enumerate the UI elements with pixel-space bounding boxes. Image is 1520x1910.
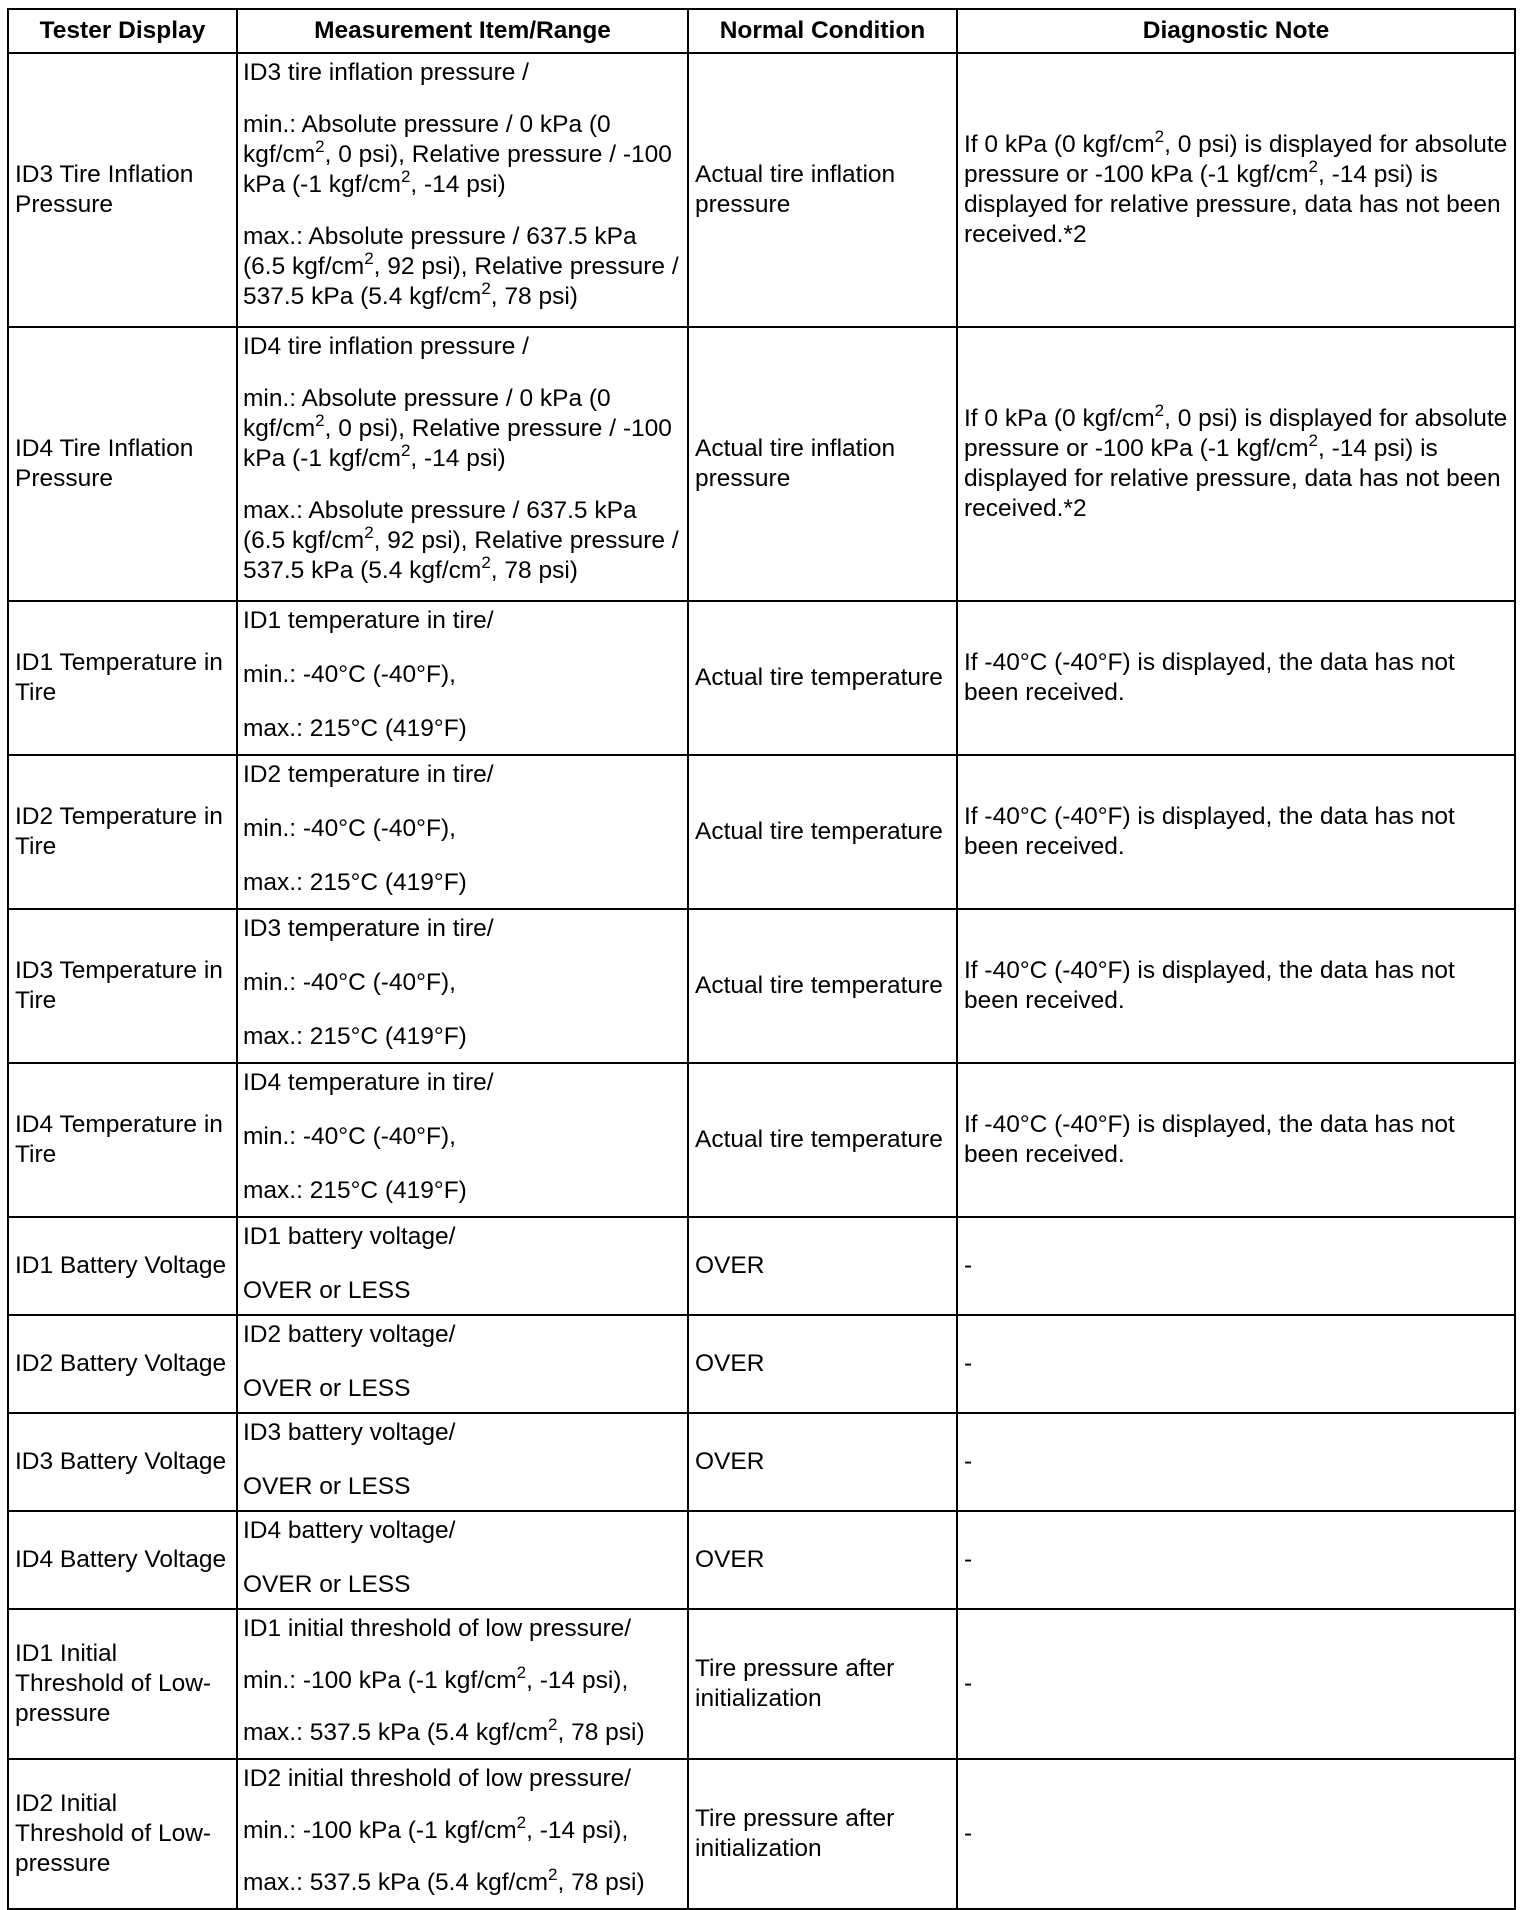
cell-tester-display: ID1 Temperature in Tire <box>8 601 237 755</box>
table-row <box>8 1063 1515 1217</box>
item-label: ID4 battery voltage/ <box>243 1517 456 1544</box>
table-row <box>8 1511 1515 1609</box>
range-max: max.: 537.5 kPa (5.4 kgf/$cm^2$, 78 psi) <box>243 1865 645 1896</box>
range-min: min.: -40°C (-40°F), <box>243 815 456 842</box>
cell-tester-display: ID2 Temperature in Tire <box>8 755 237 909</box>
cell-tester-display: ID3 Tire Inflation Pressure <box>8 53 237 327</box>
cell-measurement-range <box>237 1609 688 1759</box>
range-max: max.: 215°C (419°F) <box>243 1177 467 1204</box>
cell-normal-condition: OVER <box>688 1413 957 1511</box>
cell-normal-condition: Tire pressure after initialization <box>688 1759 957 1909</box>
range-min: min.: -40°C (-40°F), <box>243 1123 456 1150</box>
cell-diagnostic-note: - <box>957 1511 1515 1609</box>
cell-normal-condition: Actual tire temperature <box>688 755 957 909</box>
cell-measurement-range <box>237 601 688 755</box>
item-label: ID1 initial threshold of low pressure/ <box>243 1615 632 1642</box>
cell-normal-condition: Actual tire temperature <box>688 909 957 1063</box>
range-min: min.: -40°C (-40°F), <box>243 661 456 688</box>
table-header-row <box>8 9 1515 53</box>
item-label: ID4 temperature in tire/ <box>243 1069 494 1096</box>
cell-normal-condition: Actual tire temperature <box>688 601 957 755</box>
header-normal-condition: Normal Condition <box>688 9 957 53</box>
cell-tester-display: ID3 Temperature in Tire <box>8 909 237 1063</box>
cell-normal-condition: OVER <box>688 1217 957 1315</box>
cell-normal-condition: Tire pressure after initialization <box>688 1609 957 1759</box>
table-row <box>8 755 1515 909</box>
table-row <box>8 909 1515 1063</box>
range-min: min.: -100 kPa (-1 kgf/$cm^2$, -14 psi), <box>243 1813 629 1844</box>
cell-measurement-range <box>237 327 688 601</box>
cell-diagnostic-note: If 0 kPa (0 kgf/$cm^2$, 0 psi) is displayed for absolute pressure or -100 kPa (-1 kgf/$cm^2$, -14 psi) is displayed for relative pressure, data has not been received.*2 <box>957 327 1515 601</box>
cell-normal-condition: Actual tire temperature <box>688 1063 957 1217</box>
range-values: OVER or LESS <box>243 1473 411 1500</box>
item-label: ID4 tire inflation pressure / <box>243 333 529 360</box>
cell-measurement-range <box>237 1315 688 1413</box>
item-label: ID1 temperature in tire/ <box>243 607 494 634</box>
cell-normal-condition: OVER <box>688 1511 957 1609</box>
table-row <box>8 601 1515 755</box>
cell-diagnostic-note: - <box>957 1217 1515 1315</box>
range-max: max.: Absolute pressure / 637.5 kPa (6.5 kgf/$cm^2$, 92 psi), Relative pressure / 537.5 kPa (5.4 kgf/$cm^2$, 78 psi) <box>243 497 679 584</box>
header-diagnostic-note: Diagnostic Note <box>957 9 1515 53</box>
cell-normal-condition: OVER <box>688 1315 957 1413</box>
range-values: OVER or LESS <box>243 1375 411 1402</box>
cell-diagnostic-note: - <box>957 1315 1515 1413</box>
cell-diagnostic-note: If -40°C (-40°F) is displayed, the data has not been received. <box>957 909 1515 1063</box>
range-max: max.: 215°C (419°F) <box>243 715 467 742</box>
diagnostic-data-table <box>7 8 1516 1910</box>
cell-tester-display: ID2 Initial Threshold of Low-pressure <box>8 1759 237 1909</box>
range-values: OVER or LESS <box>243 1277 411 1304</box>
table-row <box>8 1315 1515 1413</box>
item-label: ID1 battery voltage/ <box>243 1223 456 1250</box>
range-max: max.: Absolute pressure / 637.5 kPa (6.5 kgf/$cm^2$, 92 psi), Relative pressure / 537.5 kPa (5.4 kgf/$cm^2$, 78 psi) <box>243 223 679 310</box>
table-row <box>8 327 1515 601</box>
cell-diagnostic-note: If -40°C (-40°F) is displayed, the data has not been received. <box>957 601 1515 755</box>
range-max: max.: 537.5 kPa (5.4 kgf/$cm^2$, 78 psi) <box>243 1715 645 1746</box>
item-label: ID3 battery voltage/ <box>243 1419 456 1446</box>
cell-tester-display: ID2 Battery Voltage <box>8 1315 237 1413</box>
cell-normal-condition: Actual tire inflation pressure <box>688 53 957 327</box>
header-tester-display: Tester Display <box>8 9 237 53</box>
range-min: min.: -40°C (-40°F), <box>243 969 456 996</box>
item-label: ID2 temperature in tire/ <box>243 761 494 788</box>
table-row <box>8 1413 1515 1511</box>
cell-tester-display: ID1 Battery Voltage <box>8 1217 237 1315</box>
item-label: ID2 initial threshold of low pressure/ <box>243 1765 632 1792</box>
cell-tester-display: ID4 Temperature in Tire <box>8 1063 237 1217</box>
cell-measurement-range <box>237 53 688 327</box>
table-row <box>8 1759 1515 1909</box>
item-label: ID2 battery voltage/ <box>243 1321 456 1348</box>
cell-measurement-range <box>237 909 688 1063</box>
cell-measurement-range <box>237 1413 688 1511</box>
range-values: OVER or LESS <box>243 1571 411 1598</box>
item-label: ID3 temperature in tire/ <box>243 915 494 942</box>
header-measurement-item: Measurement Item/Range <box>237 9 688 53</box>
cell-measurement-range <box>237 1063 688 1217</box>
cell-tester-display: ID3 Battery Voltage <box>8 1413 237 1511</box>
table-row <box>8 1217 1515 1315</box>
cell-tester-display: ID4 Tire Inflation Pressure <box>8 327 237 601</box>
range-min: min.: Absolute pressure / 0 kPa (0 kgf/$cm^2$, 0 psi), Relative pressure / -100 kPa (-1 kgf/$cm^2$, -14 psi) <box>243 385 672 472</box>
range-min: min.: -100 kPa (-1 kgf/$cm^2$, -14 psi), <box>243 1663 629 1694</box>
item-label: ID3 tire inflation pressure / <box>243 59 529 86</box>
cell-tester-display: ID4 Battery Voltage <box>8 1511 237 1609</box>
cell-diagnostic-note: If 0 kPa (0 kgf/$cm^2$, 0 psi) is displayed for absolute pressure or -100 kPa (-1 kgf/$cm^2$, -14 psi) is displayed for relative pressure, data has not been received.*2 <box>957 53 1515 327</box>
table-row <box>8 53 1515 327</box>
cell-normal-condition: Actual tire inflation pressure <box>688 327 957 601</box>
table-row <box>8 1609 1515 1759</box>
cell-diagnostic-note: - <box>957 1759 1515 1909</box>
cell-diagnostic-note: - <box>957 1609 1515 1759</box>
cell-diagnostic-note: If -40°C (-40°F) is displayed, the data has not been received. <box>957 755 1515 909</box>
cell-measurement-range <box>237 1217 688 1315</box>
cell-diagnostic-note: If -40°C (-40°F) is displayed, the data has not been received. <box>957 1063 1515 1217</box>
range-max: max.: 215°C (419°F) <box>243 1023 467 1050</box>
cell-diagnostic-note: - <box>957 1413 1515 1511</box>
range-min: min.: Absolute pressure / 0 kPa (0 kgf/$cm^2$, 0 psi), Relative pressure / -100 kPa (-1 kgf/$cm^2$, -14 psi) <box>243 111 672 198</box>
range-max: max.: 215°C (419°F) <box>243 869 467 896</box>
cell-measurement-range <box>237 1511 688 1609</box>
cell-tester-display: ID1 Initial Threshold of Low-pressure <box>8 1609 237 1759</box>
cell-measurement-range <box>237 755 688 909</box>
cell-measurement-range <box>237 1759 688 1909</box>
